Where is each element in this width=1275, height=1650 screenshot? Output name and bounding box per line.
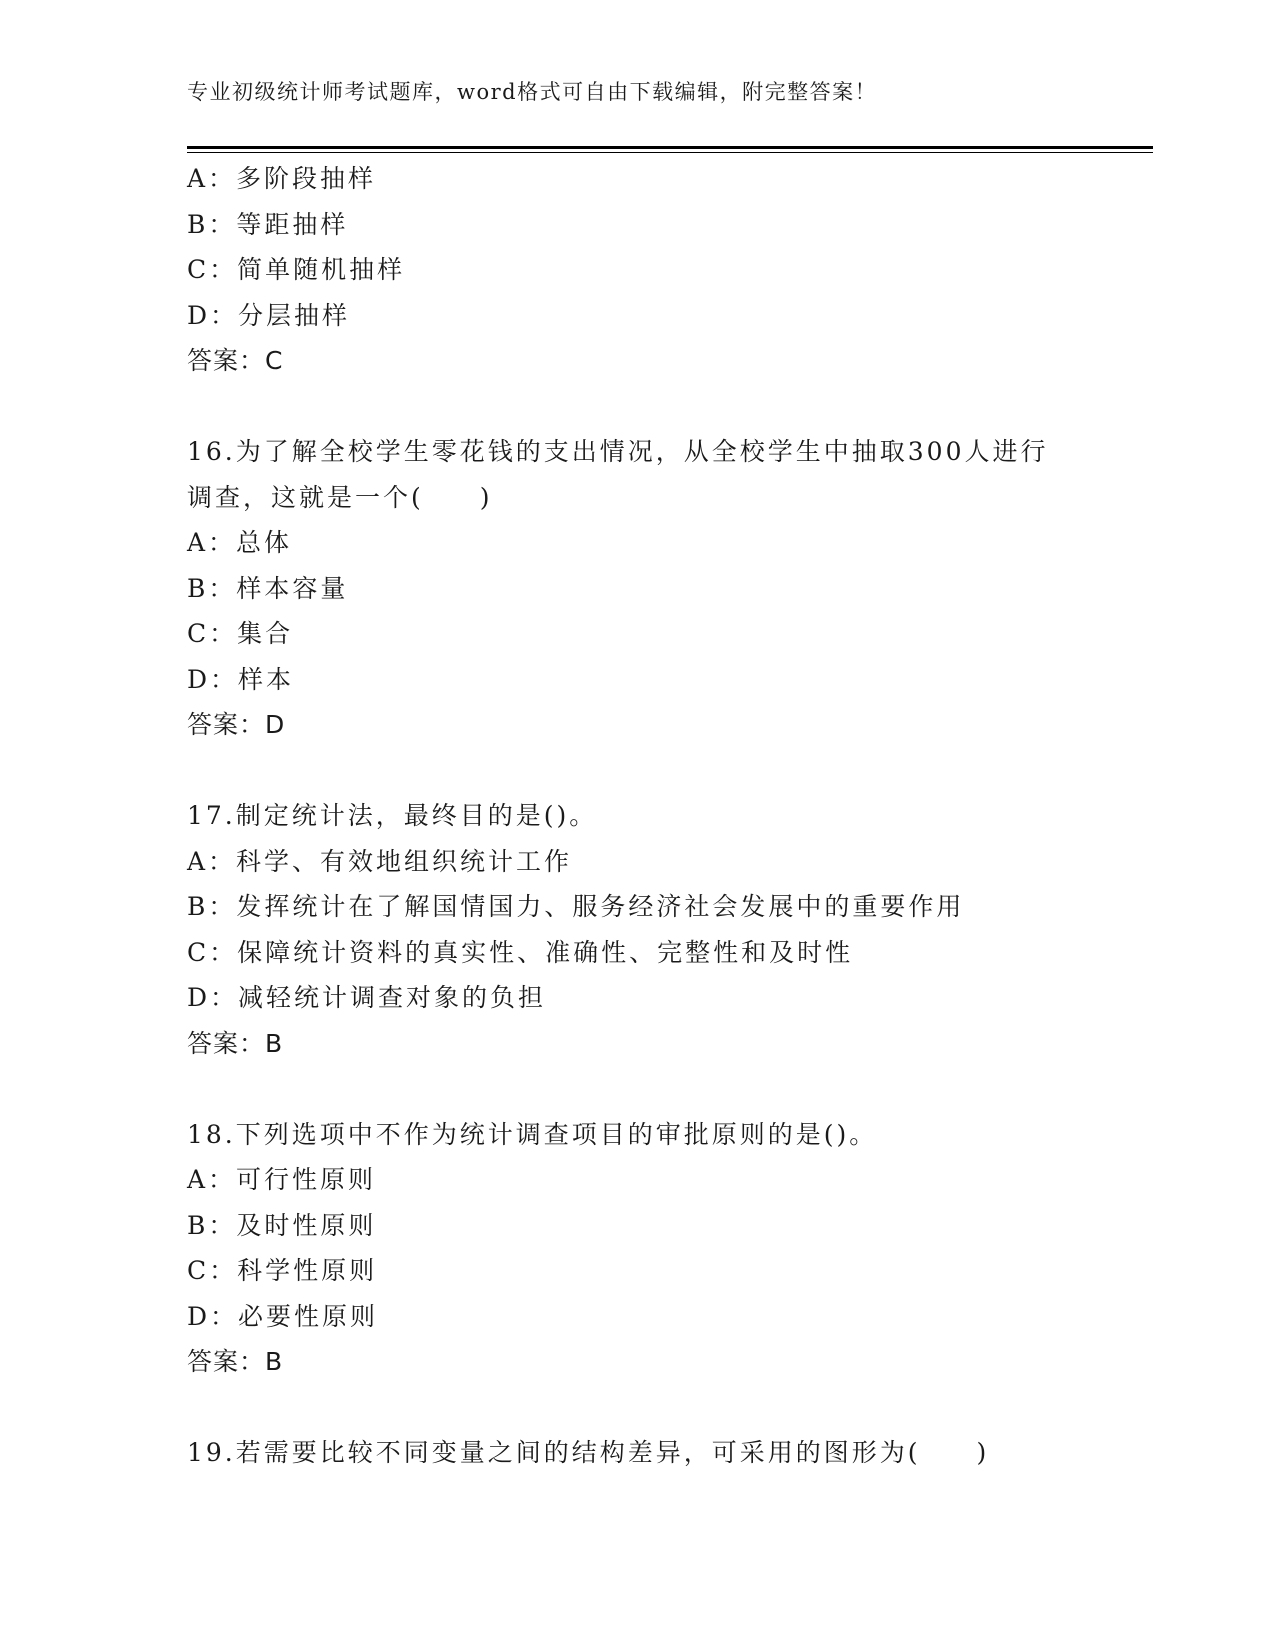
block-spacer: [187, 384, 1147, 430]
option-b: B：等距抽样: [187, 209, 349, 239]
answer-line: 答案：B: [187, 1028, 284, 1058]
question-block-17: [187, 793, 1147, 1066]
question-block-15: [187, 156, 1147, 384]
option-b: B：发挥统计在了解国情国力、服务经济社会发展中的重要作用: [187, 892, 965, 921]
question-block-19: [187, 1430, 1147, 1476]
option-d: D：必要性原则: [187, 1301, 379, 1331]
option-c: C：简单随机抽样: [187, 255, 406, 284]
header-rule-thick: [187, 146, 1153, 149]
question-text: 17.制定统计法，最终目的是()。: [187, 801, 598, 830]
option-b: B：及时性原则: [187, 1210, 377, 1240]
block-spacer: [187, 1066, 1147, 1112]
option-c: C：科学性原则: [187, 1256, 378, 1285]
question-text: 18.下列选项中不作为统计调查项目的审批原则的是()。: [187, 1119, 878, 1149]
question-block-16: [187, 429, 1147, 748]
question-text: 16.为了解全校学生零花钱的支出情况，从全校学生中抽取300人进行: [187, 437, 1049, 466]
question-text-continued: 调查，这就是一个( ): [187, 482, 493, 512]
option-a: A：可行性原则: [187, 1165, 377, 1194]
answer-line: 答案：B: [187, 1347, 284, 1376]
option-a: A：科学、有效地组织统计工作: [187, 846, 573, 876]
option-a: A：总体: [187, 528, 293, 557]
option-b: B：样本容量: [187, 573, 349, 603]
option-c: C：保障统计资料的真实性、准确性、完整性和及时性: [187, 937, 854, 967]
option-d: D：分层抽样: [187, 300, 351, 330]
option-d: D：减轻统计调查对象的负担: [187, 983, 547, 1012]
page-header-title: 专业初级统计师考试题库，word格式可自由下载编辑，附完整答案！: [187, 80, 878, 104]
answer-line: 答案：D: [187, 710, 286, 739]
option-a: A：多阶段抽样: [187, 164, 377, 193]
option-d: D：样本: [187, 664, 295, 694]
question-block-18: [187, 1112, 1147, 1385]
header-rule-thin: [187, 152, 1153, 153]
block-spacer: [187, 1385, 1147, 1431]
option-c: C：集合: [187, 619, 294, 648]
block-spacer: [187, 748, 1147, 794]
answer-line: 答案：C: [187, 346, 284, 375]
question-text: 19.若需要比较不同变量之间的结构差异，可采用的图形为( ): [187, 1438, 990, 1467]
question-content: [187, 156, 1147, 1476]
